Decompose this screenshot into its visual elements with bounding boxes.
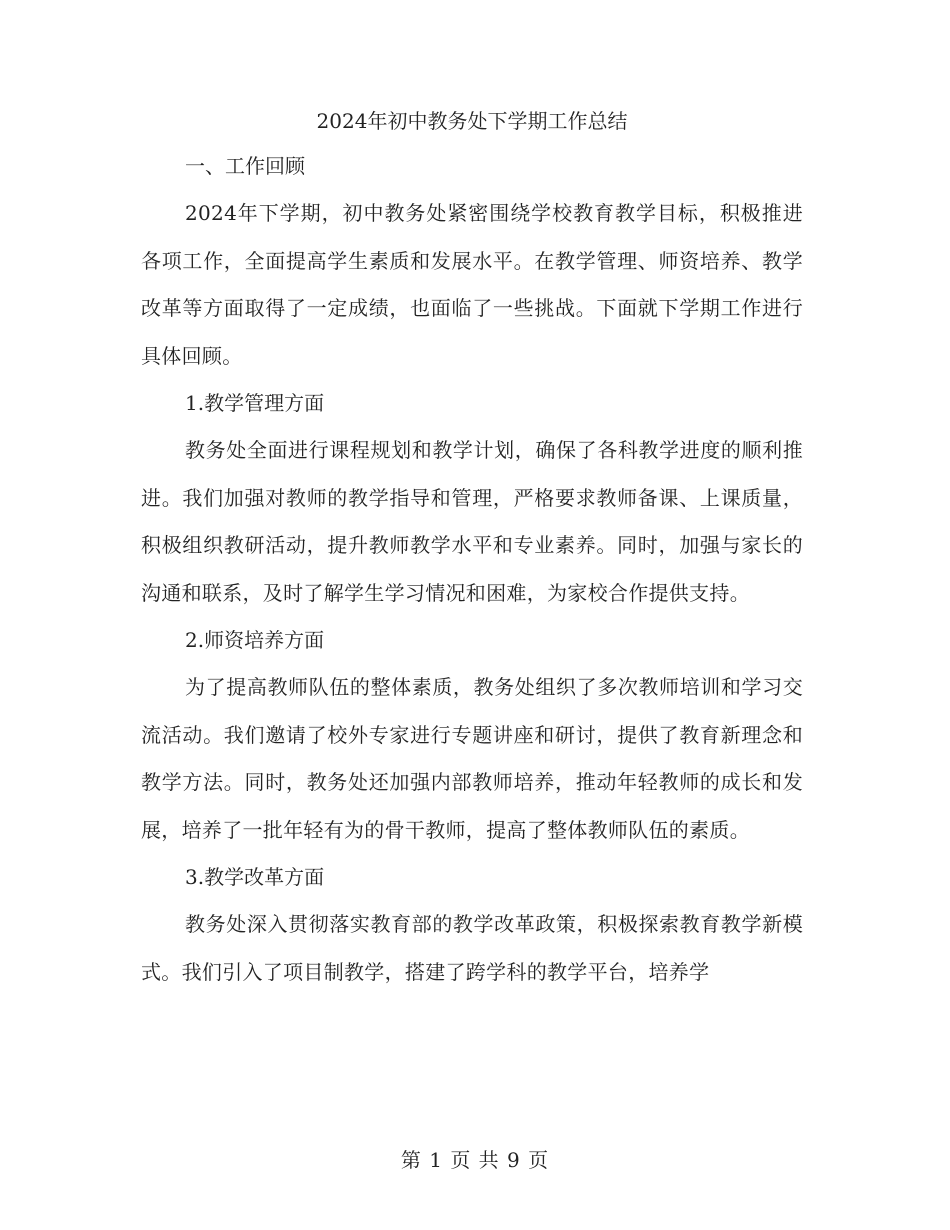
page-number-footer: 第 1 页 共 9 页 <box>400 1148 550 1172</box>
section-heading-teacher-training: 2.师资培养方面 <box>185 628 325 652</box>
paragraph-teacher-training: 为了提高教师队伍的整体素质，教务处组织了多次教师培训和学习交流活动。我们邀请了校外专家进行专题讲座和研讨，提供了教育新理念和教学方法。同时，教务处还加强内部教师培养，推动年轻教师的成长和发展，培养了一批年轻有为的骨干教师，提高了整体教师队伍的素质。 <box>141 675 803 842</box>
section-heading-review: 一、工作回顾 <box>185 154 305 178</box>
paragraph-teaching-management: 教务处全面进行课程规划和教学计划，确保了各科教学进度的顺利推进。我们加强对教师的教学指导和管理，严格要求教师备课、上课质量，积极组织教研活动，提升教师教学水平和专业素养。同时，加强与家长的沟通和联系，及时了解学生学习情况和困难，为家校合作提供支持。 <box>141 438 803 605</box>
section-heading-teaching-management: 1.教学管理方面 <box>185 391 325 415</box>
document-title: 2024年初中教务处下学期工作总结 <box>316 109 628 133</box>
document-body <box>141 100 803 996</box>
section-heading-teaching-reform: 3.教学改革方面 <box>185 865 325 889</box>
paragraph-overview: 2024年下学期，初中教务处紧密围绕学校教育教学目标，积极推进各项工作，全面提高学生素质和发展水平。在教学管理、师资培养、教学改革等方面取得了一定成绩，也面临了一些挑战。下面就下学期工作进行具体回顾。 <box>141 201 803 368</box>
paragraph-teaching-reform: 教务处深入贯彻落实教育部的教学改革政策，积极探索教育教学新模式。我们引入了项目制教学，搭建了跨学科的教学平台，培养学 <box>141 912 803 984</box>
